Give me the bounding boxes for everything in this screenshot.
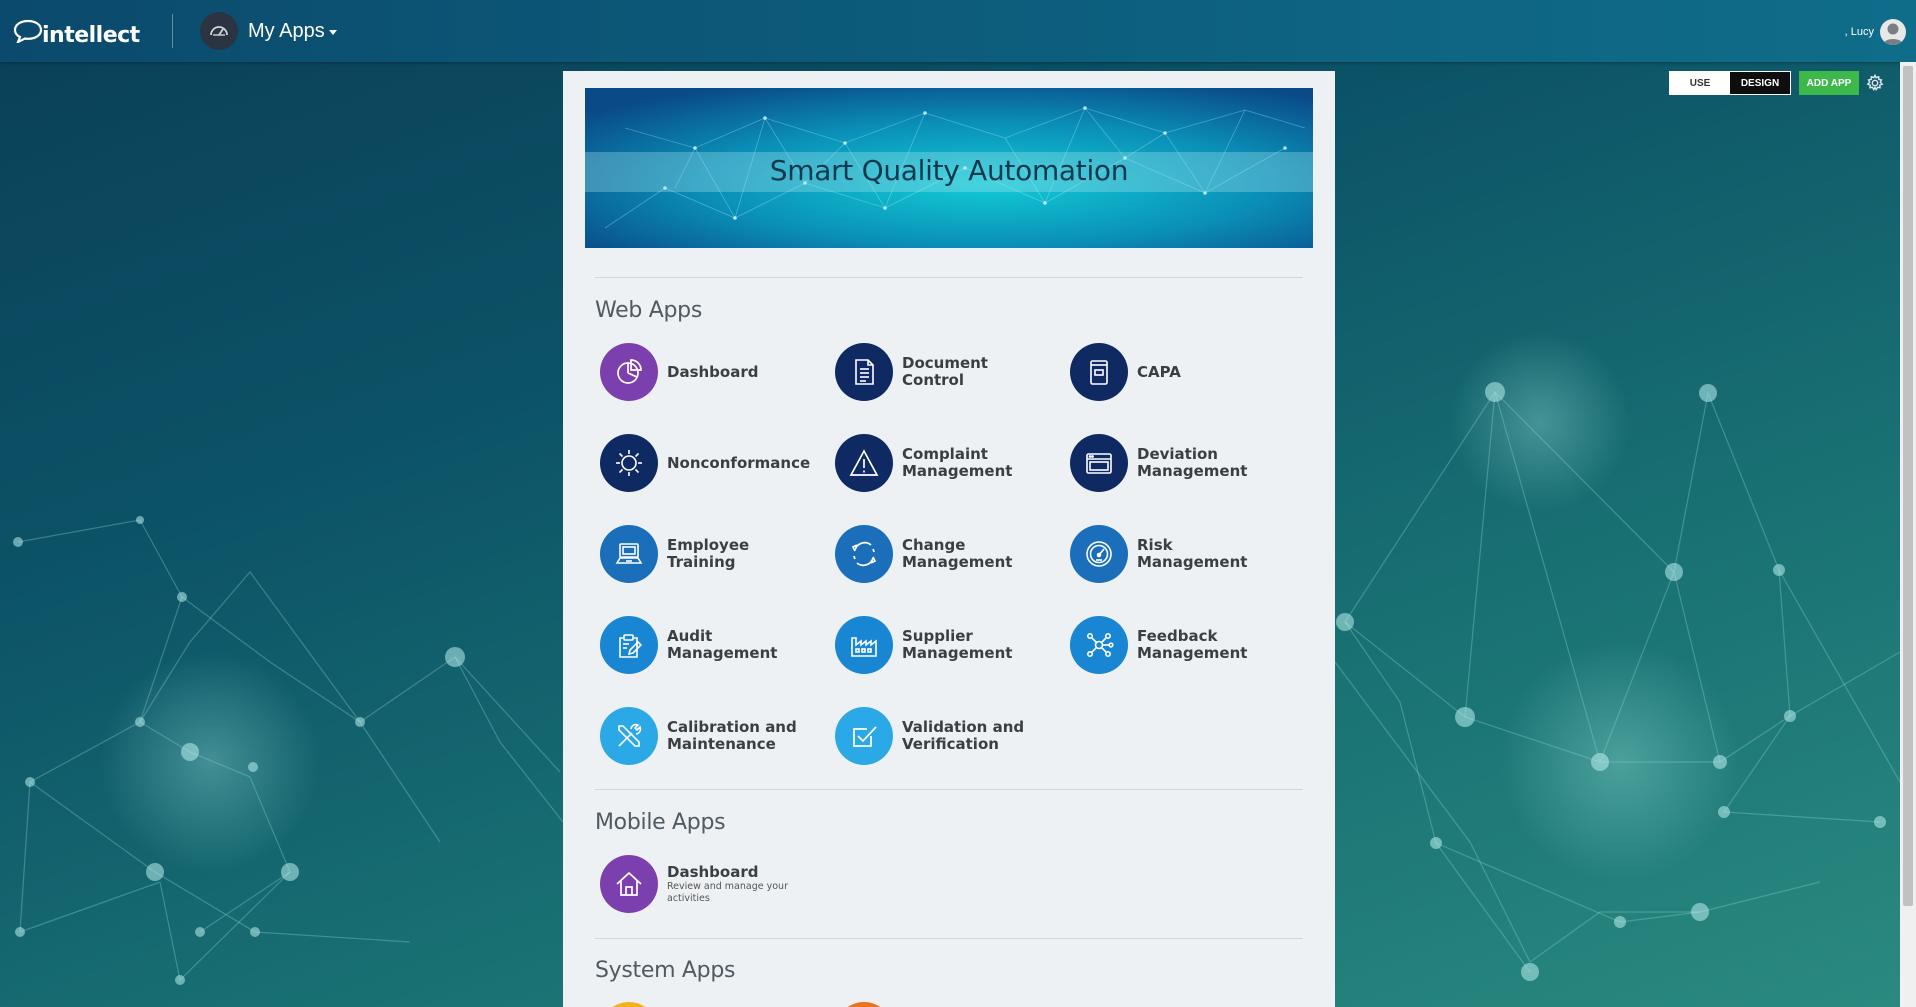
speech-bubble-icon (12, 19, 44, 43)
scrollbar-thumb[interactable] (1903, 66, 1913, 906)
logo-text: intellect (42, 22, 140, 48)
section-divider (595, 938, 1303, 939)
app-description: Review and manage your activities (667, 880, 788, 904)
section-divider (595, 277, 1303, 278)
app-tile-capa[interactable] (1070, 343, 1287, 401)
app-tile-calibration-and-maintenance[interactable] (600, 707, 817, 765)
my-apps-menu[interactable] (200, 12, 337, 50)
cycle-arrows-icon (835, 525, 893, 583)
warning-icon (835, 434, 893, 492)
system-apps-heading: System Apps (595, 958, 736, 983)
banner-title: Smart Quality Automation (769, 154, 1129, 187)
factory-icon (835, 616, 893, 674)
gauge-icon (1070, 525, 1128, 583)
app-label: Employee Training (667, 536, 750, 571)
app-label: Audit Management (667, 627, 778, 662)
app-label: Dashboard (667, 862, 759, 881)
chevron-down-icon (329, 30, 337, 35)
app-label: Dashboard (667, 362, 759, 381)
banner (585, 88, 1313, 248)
top-navigation-bar (0, 0, 1916, 62)
network-hub-icon (1070, 616, 1128, 674)
intellect-logo[interactable] (12, 14, 140, 48)
app-label: Deviation Management (1137, 445, 1248, 480)
user-silhouette-icon (1880, 19, 1906, 45)
binder-icon (1070, 343, 1128, 401)
browser-window-icon (1070, 434, 1128, 492)
use-mode-button[interactable]: USE (1670, 72, 1730, 94)
app-label: Change Management (902, 536, 1013, 571)
app-tile-complaint-management[interactable] (835, 434, 1052, 492)
app-tile-change-management[interactable] (835, 525, 1052, 583)
app-tile-system-1[interactable] (600, 1002, 658, 1007)
dashboard-gauge-icon (200, 12, 238, 50)
app-tile-employee-training[interactable] (600, 525, 817, 583)
mode-toggle (1669, 71, 1791, 95)
add-app-button[interactable]: ADD APP (1799, 71, 1859, 95)
app-label: Supplier Management (902, 627, 1013, 662)
avatar[interactable] (1880, 19, 1906, 45)
app-label: Risk Management (1137, 536, 1248, 571)
user-menu[interactable] (1845, 19, 1906, 45)
checkbox-icon (835, 707, 893, 765)
app-label: CAPA (1137, 362, 1181, 381)
tools-icon (600, 707, 658, 765)
app-label: Document Control (902, 354, 988, 389)
app-label: Complaint Management (902, 445, 1013, 480)
system-app-icon (600, 1002, 658, 1007)
app-tile-nonconformance[interactable] (600, 434, 817, 492)
app-label: Calibration and Maintenance (667, 718, 797, 753)
header-divider (172, 14, 173, 48)
app-label: Validation and Verification (902, 718, 1025, 753)
app-tile-audit-management[interactable] (600, 616, 817, 674)
app-tile-feedback-management[interactable] (1070, 616, 1287, 674)
mobile-apps-heading: Mobile Apps (595, 810, 726, 835)
user-name: , Lucy (1844, 26, 1874, 38)
web-apps-heading: Web Apps (595, 298, 702, 323)
clipboard-pen-icon (600, 616, 658, 674)
app-tile-mobile-dashboard[interactable] (600, 855, 817, 913)
page-scrollbar[interactable] (1900, 62, 1916, 1007)
home-icon (600, 855, 658, 913)
pie-chart-icon (600, 343, 658, 401)
app-label: Feedback Management (1137, 627, 1248, 662)
system-app-icon (835, 1002, 893, 1007)
gear-icon[interactable] (1866, 74, 1884, 92)
app-tile-deviation-management[interactable] (1070, 434, 1287, 492)
bug-icon (600, 434, 658, 492)
app-label: Nonconformance (667, 453, 811, 472)
app-tile-dashboard[interactable] (600, 343, 817, 401)
design-mode-button[interactable]: DESIGN (1730, 72, 1790, 94)
section-divider (595, 789, 1303, 790)
app-tile-system-2[interactable] (835, 1002, 893, 1007)
apps-panel (563, 71, 1335, 1007)
app-tile-risk-management[interactable] (1070, 525, 1287, 583)
document-icon (835, 343, 893, 401)
my-apps-label: My Apps (248, 19, 325, 42)
app-tile-document-control[interactable] (835, 343, 1052, 401)
laptop-icon (600, 525, 658, 583)
app-tile-validation-and-verification[interactable] (835, 707, 1052, 765)
app-tile-supplier-management[interactable] (835, 616, 1052, 674)
